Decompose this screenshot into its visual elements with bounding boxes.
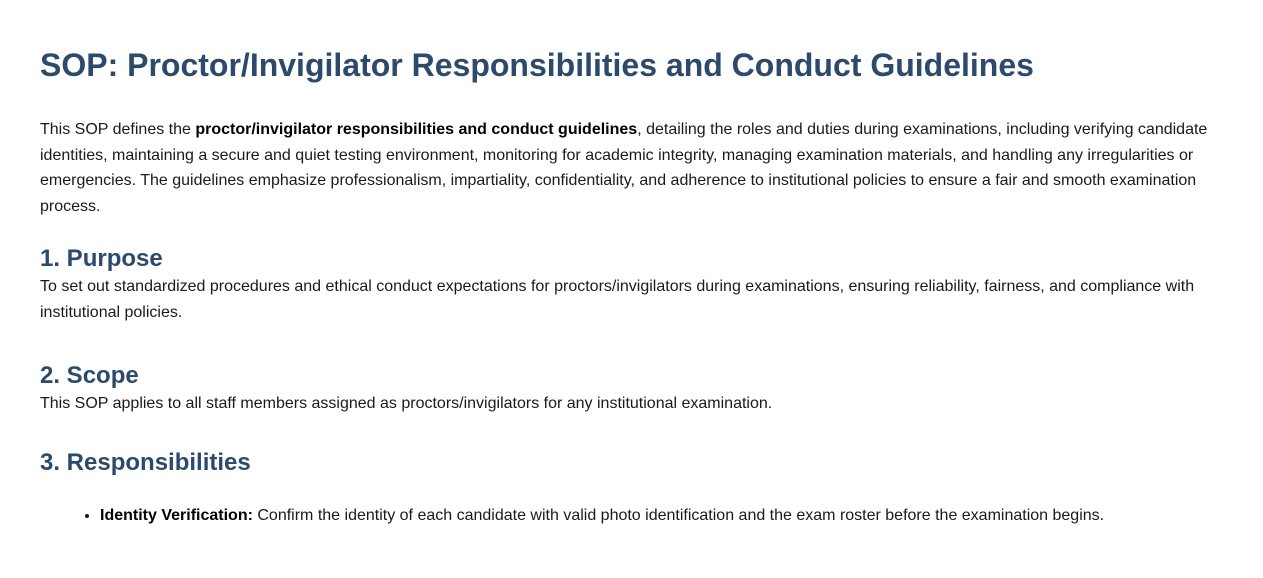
list-item-text: Confirm the identity of each candidate with valid photo identification and the exam roster before the examination begins.	[252, 506, 1105, 524]
responsibilities-heading: 3. Responsibilities	[40, 448, 251, 476]
purpose-text: To set out standardized procedures and ethical conduct expectations for proctors/invigilators during examinations, ensuring reliability, fairness, and compliance with institutional policies.	[40, 278, 1195, 321]
intro-paragraph	[40, 117, 1223, 219]
list-item	[100, 503, 1223, 529]
intro-bold-phrase: proctor/invigilator responsibilities and conduct guidelines	[195, 121, 638, 138]
scope-text: This SOP applies to all staff members assigned as proctors/invigilators for any institutional examination.	[40, 395, 773, 412]
document-title: SOP: Proctor/Invigilator Responsibilities and Conduct Guidelines	[40, 47, 1034, 83]
intro-prefix: This SOP defines the	[40, 121, 196, 138]
scope-heading: 2. Scope	[40, 362, 139, 389]
purpose-heading: 1. Purpose	[40, 245, 163, 272]
responsibilities-list	[40, 503, 1223, 529]
intro-suffix: , detailing the roles and duties during examinations, including verifying candidate identities, maintaining a secure and quiet testing environment, monitoring for academic integrity, managing examination materials, and handling any irregularities or emergencies. The guidelines emphasize professionalism, impartiality, confidentiality, and adherence to institutional policies to ensure a fair and smooth examination process.	[40, 121, 1208, 215]
list-item-label: Identity Verification:	[100, 506, 253, 524]
